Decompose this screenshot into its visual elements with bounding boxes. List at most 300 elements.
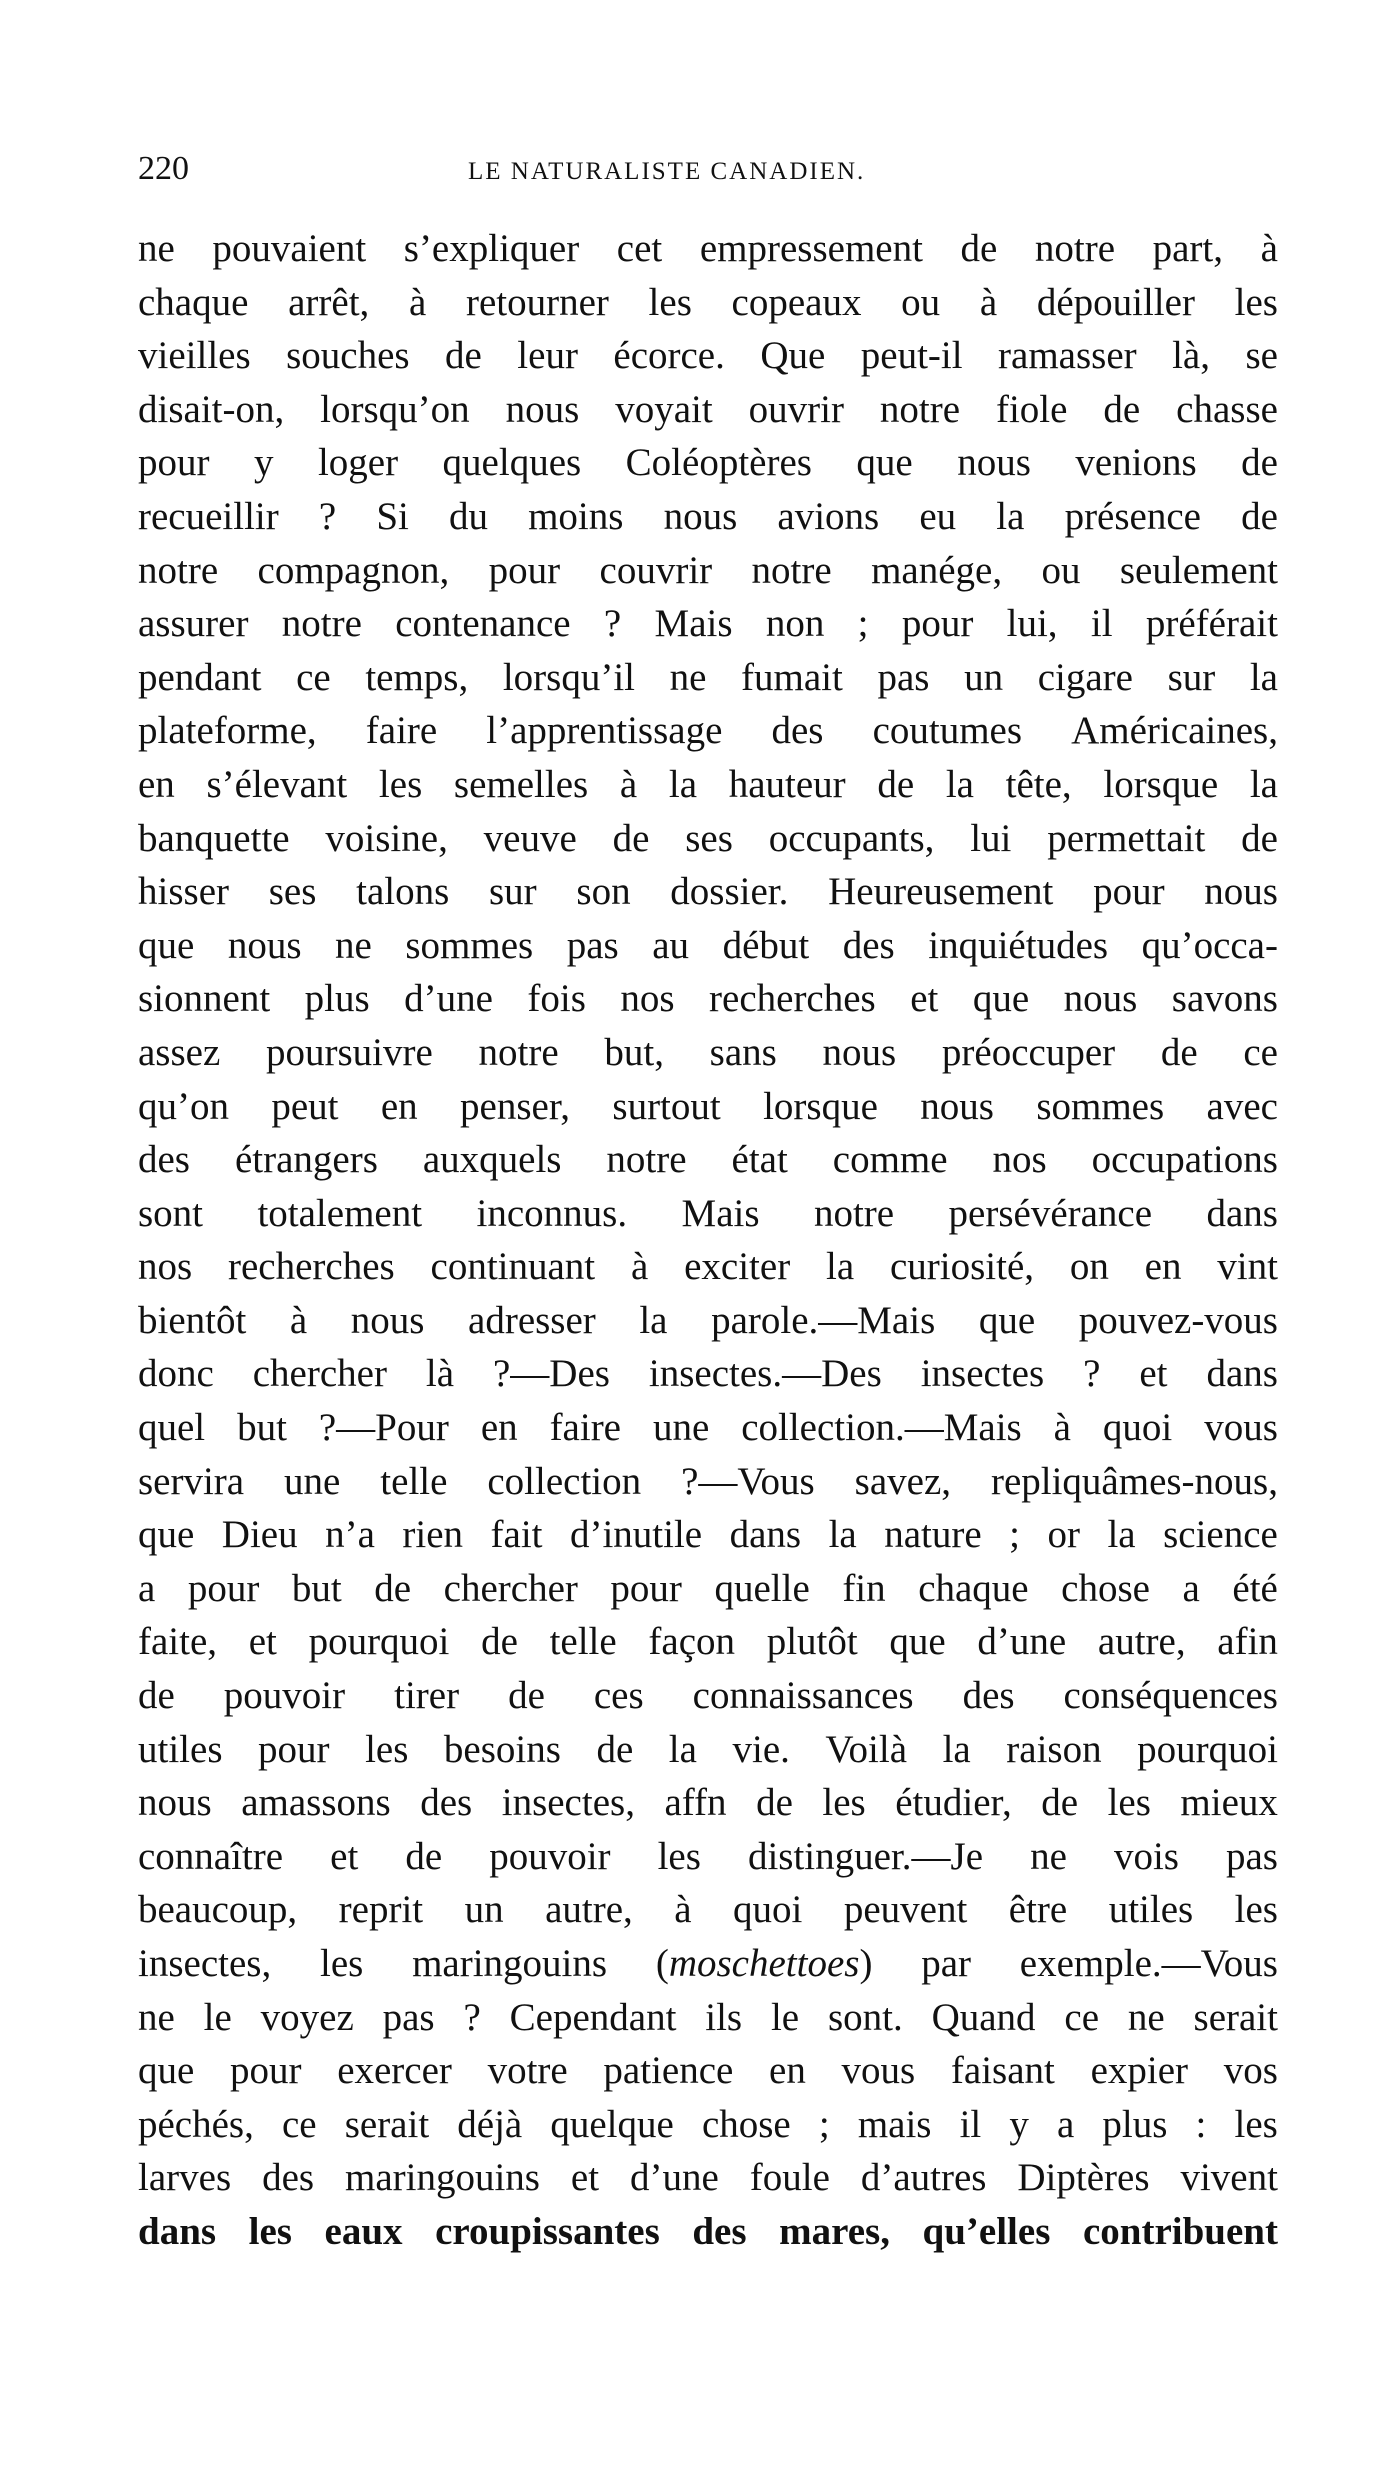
word: Dieu: [221, 1513, 298, 1557]
word: banquette: [138, 816, 290, 860]
text-line: [138, 1776, 1278, 1830]
word: nature: [884, 1513, 982, 1557]
word: Heureusement: [828, 870, 1054, 914]
word: pourquoi: [308, 1620, 450, 1664]
word: affn: [664, 1781, 727, 1825]
word: déjà: [457, 2102, 523, 2146]
word: chose: [1061, 1566, 1150, 1610]
word: fiole: [995, 387, 1068, 431]
word: recherches: [709, 977, 876, 1021]
word: utiles: [138, 1727, 223, 1771]
word: utiles: [1108, 1888, 1194, 1932]
text-line: [138, 329, 1278, 383]
word: en: [769, 2049, 806, 2093]
word: pendant: [138, 655, 262, 699]
word: notre: [478, 1030, 559, 1074]
word: persévérance: [948, 1191, 1153, 1235]
word: et: [570, 2156, 600, 2200]
word: chasse: [1176, 387, 1278, 431]
word: que: [856, 441, 913, 485]
word: là: [425, 1352, 455, 1396]
word: exciter: [684, 1245, 791, 1289]
word: mares,: [779, 2209, 890, 2253]
word: Cependant: [509, 1995, 677, 2039]
word: ce: [1243, 1030, 1278, 1074]
word: moins: [528, 494, 624, 538]
word: vivent: [1180, 2156, 1278, 2200]
word: et: [248, 1620, 277, 1664]
word: but,: [604, 1030, 664, 1074]
word: votre: [487, 2049, 568, 2093]
word: l’apprentissage: [486, 709, 723, 753]
word: des: [420, 1781, 473, 1825]
word: vint: [1217, 1245, 1278, 1289]
word: ;: [857, 602, 869, 646]
text-line: [138, 1026, 1278, 1080]
word: voisine,: [325, 816, 448, 860]
word: la: [826, 1245, 855, 1289]
word: et: [330, 1834, 359, 1878]
word: les: [319, 1942, 364, 1985]
word: de: [756, 1781, 793, 1825]
word: la: [1107, 1513, 1136, 1557]
word: ses: [685, 816, 733, 860]
word: fois: [527, 977, 586, 1021]
word: hauteur: [728, 762, 846, 806]
word: pouvoir: [489, 1834, 611, 1878]
word: Si: [376, 494, 409, 538]
word: chercher: [443, 1566, 578, 1610]
word: nous: [1063, 977, 1138, 1021]
word: chose: [701, 2102, 791, 2146]
word: ;: [818, 2102, 830, 2146]
word: connaissances: [692, 1674, 914, 1718]
word: d’autres: [860, 2156, 987, 2200]
word: été: [1232, 1566, 1278, 1610]
word: ?: [603, 602, 622, 646]
word: afin: [1217, 1620, 1278, 1664]
text-line: [138, 1830, 1278, 1884]
word: ramasser: [998, 334, 1137, 378]
word: sur: [1167, 655, 1216, 699]
word: rien: [402, 1513, 464, 1557]
word: de: [138, 1674, 175, 1718]
word: insectes: [920, 1352, 1045, 1396]
text-line: [138, 1883, 1278, 1937]
word: pouvaient: [212, 227, 367, 270]
word: recueillir: [138, 494, 279, 538]
word: Coléoptères: [625, 441, 812, 485]
text-line: [138, 544, 1278, 598]
text-line: [138, 1937, 1278, 1991]
word: Américaines,: [1071, 709, 1278, 753]
word: ne: [138, 227, 175, 270]
word: les: [657, 1834, 701, 1878]
word: que: [138, 2049, 195, 2093]
word: faisant: [950, 2049, 1055, 2093]
text-line: [138, 1401, 1278, 1455]
word: plus: [1102, 2102, 1168, 2146]
word: pouvoir: [223, 1674, 346, 1718]
word: autre,: [1097, 1620, 1186, 1664]
word: des: [962, 1674, 1015, 1718]
word: but: [237, 1406, 287, 1450]
word: dépouiller: [1036, 280, 1195, 324]
word: lui,: [1006, 602, 1058, 646]
word: arrêt,: [288, 280, 370, 324]
word: pour: [610, 1566, 682, 1610]
word: et: [910, 977, 939, 1021]
word: d’une: [404, 977, 493, 1021]
word: fait: [490, 1513, 543, 1557]
word: de: [612, 816, 650, 860]
word: vie.: [732, 1727, 790, 1771]
word: inconnus.: [476, 1191, 628, 1235]
text-line: [138, 972, 1278, 1026]
word: à: [289, 1298, 308, 1342]
word: notre: [879, 387, 961, 431]
word: état: [731, 1138, 788, 1182]
word: conséquences: [1063, 1674, 1278, 1718]
word: semelles: [453, 762, 589, 806]
word: besoins: [443, 1727, 561, 1771]
word: maringouins: [412, 1942, 608, 1985]
text-line: [138, 704, 1278, 758]
word: les: [248, 2209, 292, 2253]
word: à: [674, 1888, 692, 1932]
word: sont: [138, 1191, 204, 1235]
word: de: [374, 1566, 412, 1610]
word: pour: [901, 602, 974, 646]
word: se: [1245, 334, 1278, 378]
word: la: [945, 762, 974, 806]
word: qu’on: [138, 1084, 229, 1128]
text-line: [138, 758, 1278, 812]
word: dans: [138, 2209, 217, 2253]
word: bientôt: [138, 1298, 247, 1342]
word: lorsque: [1103, 762, 1219, 806]
word: de: [1241, 441, 1278, 485]
word: nous: [350, 1298, 425, 1342]
page-number: 220: [138, 150, 189, 187]
word: ;: [1009, 1513, 1020, 1557]
word: dans: [729, 1513, 802, 1557]
word: ?: [1083, 1352, 1101, 1396]
word: vois: [1113, 1834, 1179, 1878]
word: Quand: [931, 1995, 1036, 2039]
word: un: [464, 1888, 504, 1932]
word: permettait: [1047, 816, 1206, 860]
word: copeaux: [731, 280, 862, 324]
text-line: [138, 436, 1278, 490]
word: non: [765, 602, 825, 646]
word: faire: [549, 1406, 621, 1450]
word: nos: [620, 977, 675, 1021]
text-line: [138, 2151, 1278, 2205]
text-line: [138, 1240, 1278, 1294]
word: empressement: [699, 227, 923, 270]
word: quelques: [442, 441, 582, 485]
word: pas: [877, 655, 930, 699]
word: or: [1047, 1513, 1080, 1557]
word: hisser: [138, 870, 229, 914]
word: la: [996, 494, 1025, 538]
word: lorsqu’on: [320, 387, 470, 431]
word: eu: [919, 494, 957, 538]
word: insectes,: [501, 1781, 635, 1825]
word: temps,: [365, 655, 469, 699]
word: talons: [356, 870, 450, 914]
word: sommes: [405, 923, 534, 967]
word: donc: [138, 1352, 214, 1396]
word: de: [877, 762, 915, 806]
word: adresser: [468, 1298, 596, 1342]
word: serait: [1193, 1995, 1278, 2039]
word: faite,: [138, 1620, 218, 1664]
text-line: [138, 490, 1278, 544]
word: insectes.—Des: [648, 1352, 882, 1396]
word: quoi: [733, 1888, 803, 1932]
word: pas: [566, 923, 619, 967]
word: eaux: [324, 2209, 403, 2253]
word: de: [481, 1620, 518, 1664]
word: tirer: [394, 1674, 460, 1718]
word: vous: [841, 2049, 916, 2093]
running-head: LE NATURALISTE CANADIEN.: [468, 158, 866, 185]
page-header: [138, 150, 1278, 190]
text-line: [138, 812, 1278, 866]
text-line: [138, 1991, 1278, 2045]
word: occupations: [1091, 1138, 1278, 1182]
word: notre: [1034, 227, 1116, 270]
word: veuve: [483, 816, 577, 860]
word: ?: [318, 494, 337, 538]
word: ne: [1127, 1995, 1165, 2039]
text-line: [138, 2044, 1278, 2098]
text-line: [138, 651, 1278, 705]
word: amassons: [241, 1781, 391, 1825]
word: la: [942, 1727, 971, 1771]
word: peuvent: [843, 1888, 968, 1932]
word: son: [576, 870, 631, 914]
word: sionnent: [138, 977, 271, 1021]
word: sans: [709, 1030, 777, 1074]
word: d’une: [630, 2156, 719, 2200]
word: ne: [138, 1995, 175, 2039]
word: dossier.: [670, 870, 789, 914]
word: en: [480, 1406, 518, 1450]
text-line: [138, 1294, 1278, 1348]
word: à: [408, 280, 427, 324]
word: avec: [1206, 1084, 1278, 1128]
word: larves: [138, 2156, 232, 2200]
word: de: [960, 227, 998, 270]
word: auxquels: [422, 1138, 562, 1182]
word: pouvez-vous: [1078, 1298, 1278, 1342]
text-line: [138, 1347, 1278, 1401]
word: les: [648, 280, 692, 324]
word: voyez: [260, 1995, 354, 2039]
word: vos: [1223, 2049, 1278, 2093]
word: nous: [663, 494, 738, 538]
text-line: [138, 1133, 1278, 1187]
word: maringouins: [345, 2156, 540, 2200]
word: de: [1160, 1030, 1198, 1074]
word: voyait: [615, 387, 713, 431]
word: quel: [138, 1406, 206, 1450]
word: les: [365, 1727, 409, 1771]
word: il: [959, 2102, 982, 2146]
word: science: [1163, 1513, 1278, 1557]
word: notre: [281, 602, 362, 646]
word: servira: [138, 1459, 245, 1503]
word: :: [1195, 2102, 1207, 2146]
word: manége,: [871, 548, 1003, 592]
text-line: [138, 1562, 1278, 1616]
word: de: [596, 1727, 634, 1771]
word: la: [668, 1727, 697, 1771]
word: expier: [1090, 2049, 1189, 2093]
word: patience: [603, 2049, 734, 2093]
word: à: [630, 1245, 649, 1289]
word: et: [1139, 1352, 1168, 1396]
word: lorsqu’il: [502, 655, 636, 699]
text-line: [138, 1080, 1278, 1134]
word: des: [771, 709, 824, 753]
word: plus: [304, 977, 370, 1021]
word: cigare: [1037, 655, 1133, 699]
word: fumait: [741, 655, 843, 699]
word: n’a: [325, 1513, 375, 1557]
word: de: [1241, 494, 1278, 538]
word: avions: [777, 494, 880, 538]
word: nous: [1204, 870, 1278, 914]
word: on: [1069, 1245, 1109, 1289]
word: Que: [760, 334, 826, 378]
word: nous: [920, 1084, 994, 1128]
word: curiosité,: [889, 1245, 1035, 1289]
word: de: [405, 1834, 443, 1878]
word: totalement: [257, 1191, 423, 1235]
word: qu’occa-: [1141, 923, 1278, 967]
word: quelque: [550, 2102, 674, 2146]
word: que: [978, 1298, 1036, 1342]
word: insectes,: [138, 1942, 272, 1985]
word: lui: [970, 816, 1012, 860]
word: pour: [258, 1727, 330, 1771]
word: ne: [335, 923, 372, 967]
word: les: [1234, 2102, 1278, 2146]
word: ne: [1030, 1834, 1067, 1878]
word: péchés,: [138, 2102, 254, 2146]
word: plateforme,: [138, 709, 317, 753]
word: ouvrir: [748, 387, 844, 431]
word: une: [284, 1459, 341, 1503]
word: faire: [365, 709, 438, 753]
word: chaque: [918, 1566, 1029, 1610]
word: nos: [992, 1138, 1047, 1182]
word: y: [253, 441, 274, 485]
text-line: [138, 276, 1278, 330]
word: assez: [138, 1030, 221, 1074]
word: raison: [1006, 1727, 1102, 1771]
word: préférait: [1145, 602, 1278, 646]
word: surtout: [612, 1084, 721, 1128]
word: présence: [1064, 494, 1201, 538]
word: à: [1053, 1406, 1071, 1450]
word: nous: [505, 387, 580, 431]
word: pour: [488, 548, 561, 592]
word: savez,: [854, 1459, 952, 1503]
word: les: [378, 762, 423, 806]
word: chercher: [252, 1352, 387, 1396]
word: la: [639, 1298, 668, 1342]
word: reprit: [338, 1888, 424, 1932]
word: d’inutile: [569, 1513, 703, 1557]
text-line: [138, 222, 1278, 276]
word: par: [921, 1942, 972, 1985]
word: occupants,: [768, 816, 935, 860]
word: y: [1009, 2102, 1029, 2146]
word: des: [842, 923, 895, 967]
word: d’une: [977, 1620, 1067, 1664]
word: pourquoi: [1137, 1727, 1278, 1771]
word: ils: [705, 1995, 743, 2039]
word: autre,: [545, 1888, 633, 1932]
word: contribuent: [1082, 2209, 1278, 2253]
word: ne: [669, 655, 707, 699]
word: nos: [138, 1245, 193, 1289]
word: que: [138, 923, 195, 967]
word: façon: [648, 1620, 736, 1664]
word: les: [1234, 280, 1278, 324]
word: ces: [593, 1674, 644, 1718]
word: des: [262, 2156, 315, 2200]
word: notre: [813, 1191, 895, 1235]
word: foule: [749, 2156, 830, 2200]
word: de: [1241, 816, 1278, 860]
word: peut: [271, 1084, 339, 1128]
word: de: [508, 1674, 545, 1718]
word: pour: [230, 2049, 302, 2093]
word: repliquâmes-nous,: [990, 1459, 1278, 1503]
text-line: [138, 1615, 1278, 1669]
word: pas: [382, 1995, 435, 2039]
word: distinguer.—Je: [747, 1834, 984, 1878]
word: souches: [286, 334, 410, 378]
word: parole.—Mais: [711, 1298, 936, 1342]
word: peut-il: [860, 334, 963, 378]
word: des: [692, 2209, 747, 2253]
text-line: [138, 865, 1278, 919]
text-line: [138, 383, 1278, 437]
word: lorsque: [763, 1084, 878, 1128]
text-line: [138, 1455, 1278, 1509]
word: venions: [1075, 441, 1197, 485]
word: compagnon,: [257, 548, 450, 592]
word: les: [1234, 1888, 1278, 1932]
word: en: [138, 762, 175, 806]
word: ?—Vous: [681, 1459, 815, 1503]
word: que: [889, 1620, 946, 1664]
word: à: [619, 762, 638, 806]
word: de: [1103, 387, 1141, 431]
word: dans: [1206, 1352, 1278, 1396]
word: loger: [317, 441, 399, 485]
word: pour: [1093, 870, 1165, 914]
text-line: [138, 1723, 1278, 1777]
word: écorce.: [613, 334, 725, 378]
